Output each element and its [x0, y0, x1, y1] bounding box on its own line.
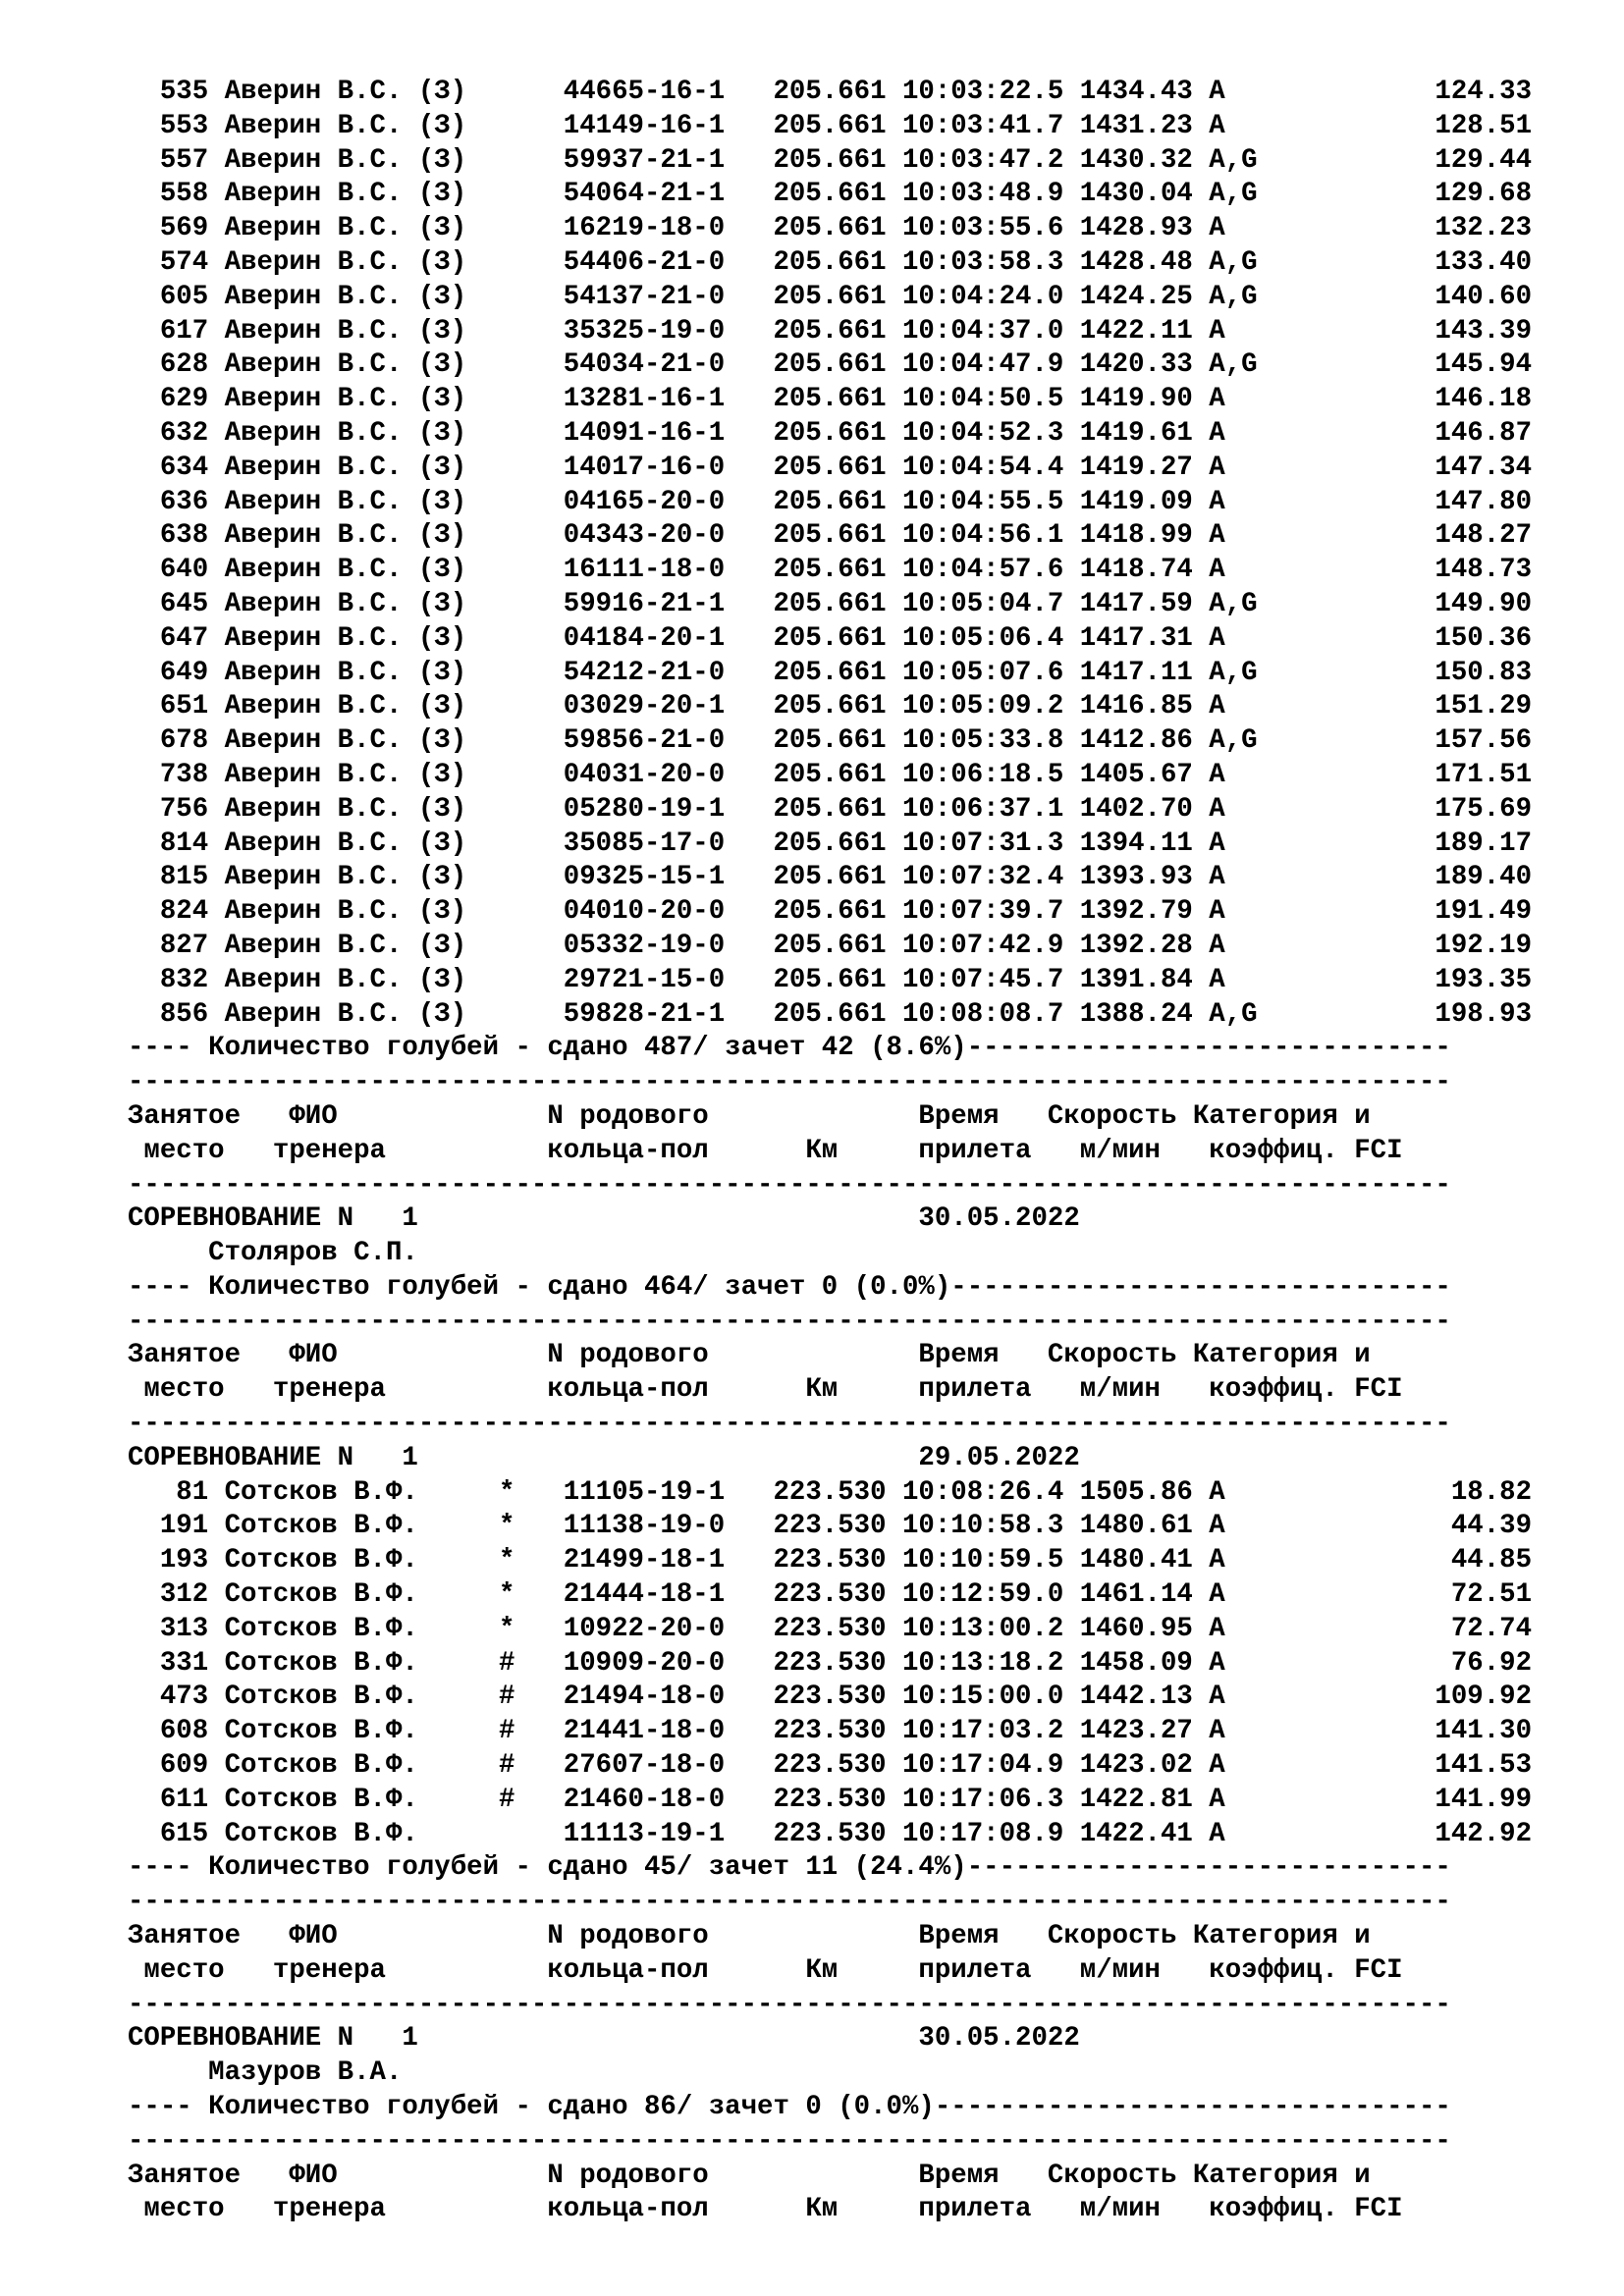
report-line: 856 Аверин В.С. (З) 59828-21-1 205.661 10:08:08.7 1388.24 A,G 198.93	[128, 998, 1533, 1030]
report-line: ----------------------------------------------------------------------------------	[128, 1989, 1451, 2020]
report-line: ---- Количество голубей - сдано 487/ зачет 42 (8.6%)------------------------------	[128, 1033, 1451, 1064]
report-line: 629 Аверин В.С. (З) 13281-16-1 205.661 10:04:50.5 1419.90 A 146.18	[128, 384, 1533, 415]
report-line: 814 Аверин В.С. (З) 35085-17-0 205.661 10:07:31.3 1394.11 A 189.17	[128, 828, 1533, 859]
report-line: 553 Аверин В.С. (З) 14149-16-1 205.661 10:03:41.7 1431.23 A 128.51	[128, 110, 1533, 141]
report-line: 827 Аверин В.С. (З) 05332-19-0 205.661 10:07:42.9 1392.28 A 192.19	[128, 930, 1533, 961]
report-line: 191 Сотсков В.Ф. * 11138-19-0 223.530 10:10:58.3 1480.61 A 44.39	[128, 1511, 1533, 1542]
report-line: 574 Аверин В.С. (З) 54406-21-0 205.661 10:03:58.3 1428.48 A,G 133.40	[128, 246, 1533, 278]
report-line: 815 Аверин В.С. (З) 09325-15-1 205.661 10:07:32.4 1393.93 A 189.40	[128, 862, 1533, 893]
report-line: 331 Сотсков В.Ф. # 10909-20-0 223.530 10:13:18.2 1458.09 A 76.92	[128, 1647, 1533, 1679]
report-line: 313 Сотсков В.Ф. * 10922-20-0 223.530 10:13:00.2 1460.95 A 72.74	[128, 1613, 1533, 1644]
report-line: Занятое ФИО N родового Время Скорость Категория и	[128, 2160, 1371, 2191]
report-line: 615 Сотсков В.Ф. 11113-19-1 223.530 10:17:08.9 1422.41 A 142.92	[128, 1818, 1533, 1849]
report-line: 636 Аверин В.С. (З) 04165-20-0 205.661 10:04:55.5 1419.09 A 147.80	[128, 486, 1533, 517]
report-line: 647 Аверин В.С. (З) 04184-20-1 205.661 10:05:06.4 1417.31 A 150.36	[128, 622, 1533, 654]
report-line: 558 Аверин В.С. (З) 54064-21-1 205.661 10:03:48.9 1430.04 A,G 129.68	[128, 179, 1533, 210]
report-line: ----------------------------------------------------------------------------------	[128, 1409, 1451, 1440]
report-line: 605 Аверин В.С. (З) 54137-21-0 205.661 10:04:24.0 1424.25 A,G 140.60	[128, 281, 1533, 312]
report-line: 632 Аверин В.С. (З) 14091-16-1 205.661 10:04:52.3 1419.61 A 146.87	[128, 417, 1533, 449]
report-line: СОРЕВНОВАНИЕ N 1 30.05.2022	[128, 1203, 1080, 1235]
report-line: Занятое ФИО N родового Время Скорость Категория и	[128, 1921, 1371, 1952]
report-line: ---- Количество голубей - сдано 86/ зачет 0 (0.0%)--------------------------------	[128, 2092, 1451, 2123]
report-line: место тренера кольца-пол Км прилета м/мин коэффиц. FCI	[128, 1954, 1403, 1986]
report-line: 535 Аверин В.С. (З) 44665-16-1 205.661 10:03:22.5 1434.43 A 124.33	[128, 77, 1533, 107]
report-line: Мазуров В.А.	[128, 2057, 403, 2089]
report-line: 824 Аверин В.С. (З) 04010-20-0 205.661 10:07:39.7 1392.79 A 191.49	[128, 896, 1533, 928]
report-line: Занятое ФИО N родового Время Скорость Категория и	[128, 1340, 1371, 1371]
report-line: 312 Сотсков В.Ф. * 21444-18-1 223.530 10:12:59.0 1461.14 A 72.51	[128, 1579, 1533, 1611]
report-line: 609 Сотсков В.Ф. # 27607-18-0 223.530 10:17:04.9 1423.02 A 141.53	[128, 1750, 1533, 1782]
report-line: ----------------------------------------------------------------------------------	[128, 1306, 1451, 1337]
report-line: 638 Аверин В.С. (З) 04343-20-0 205.661 10:04:56.1 1418.99 A 148.27	[128, 520, 1533, 552]
report-line: 649 Аверин В.С. (З) 54212-21-0 205.661 10:05:07.6 1417.11 A,G 150.83	[128, 657, 1533, 688]
report-line: СОРЕВНОВАНИЕ N 1 30.05.2022	[128, 2023, 1080, 2055]
report-line: ---- Количество голубей - сдано 45/ зачет 11 (24.4%)------------------------------	[128, 1852, 1451, 1884]
report-line: 645 Аверин В.С. (З) 59916-21-1 205.661 10:05:04.7 1417.59 A,G 149.90	[128, 588, 1533, 619]
report-line: 738 Аверин В.С. (З) 04031-20-0 205.661 10:06:18.5 1405.67 A 171.51	[128, 759, 1533, 790]
report-line: 832 Аверин В.С. (З) 29721-15-0 205.661 10:07:45.7 1391.84 A 193.35	[128, 964, 1533, 995]
report-line: 557 Аверин В.С. (З) 59937-21-1 205.661 10:03:47.2 1430.32 A,G 129.44	[128, 144, 1533, 176]
report-line: 640 Аверин В.С. (З) 16111-18-0 205.661 10:04:57.6 1418.74 A 148.73	[128, 555, 1533, 586]
report-line: ---- Количество голубей - сдано 464/ зачет 0 (0.0%)-------------------------------	[128, 1271, 1451, 1303]
report-line: ----------------------------------------------------------------------------------	[128, 1067, 1451, 1098]
report-line: Столяров С.П.	[128, 1238, 418, 1269]
report-line: 193 Сотсков В.Ф. * 21499-18-1 223.530 10:10:59.5 1480.41 A 44.85	[128, 1545, 1533, 1576]
report-line: 608 Сотсков В.Ф. # 21441-18-0 223.530 10:17:03.2 1423.27 A 141.30	[128, 1716, 1533, 1747]
report-line: 611 Сотсков В.Ф. # 21460-18-0 223.530 10:17:06.3 1422.81 A 141.99	[128, 1784, 1533, 1815]
report-page	[128, 76, 1600, 2227]
report-line: ----------------------------------------------------------------------------------	[128, 1887, 1451, 1918]
report-line: 81 Сотсков В.Ф. * 11105-19-1 223.530 10:08:26.4 1505.86 A 18.82	[128, 1476, 1533, 1508]
report-line: 634 Аверин В.С. (З) 14017-16-0 205.661 10:04:54.4 1419.27 A 147.34	[128, 452, 1533, 483]
report-line: ----------------------------------------------------------------------------------	[128, 2125, 1451, 2157]
report-line: ----------------------------------------------------------------------------------	[128, 1169, 1451, 1201]
report-line: место тренера кольца-пол Км прилета м/мин коэффиц. FCI	[128, 2194, 1403, 2225]
report-line: Занятое ФИО N родового Время Скорость Категория и	[128, 1100, 1371, 1132]
report-line: 628 Аверин В.С. (З) 54034-21-0 205.661 10:04:47.9 1420.33 A,G 145.94	[128, 349, 1533, 381]
report-line: 651 Аверин В.С. (З) 03029-20-1 205.661 10:05:09.2 1416.85 A 151.29	[128, 691, 1533, 722]
report-line: 617 Аверин В.С. (З) 35325-19-0 205.661 10:04:37.0 1422.11 A 143.39	[128, 315, 1533, 347]
report-line: 569 Аверин В.С. (З) 16219-18-0 205.661 10:03:55.6 1428.93 A 132.23	[128, 213, 1533, 244]
report-line: 678 Аверин В.С. (З) 59856-21-0 205.661 10:05:33.8 1412.86 A,G 157.56	[128, 725, 1533, 757]
report-line: СОРЕВНОВАНИЕ N 1 29.05.2022	[128, 1442, 1080, 1473]
report-line: место тренера кольца-пол Км прилета м/мин коэффиц. FCI	[128, 1135, 1403, 1166]
report-line: 756 Аверин В.С. (З) 05280-19-1 205.661 10:06:37.1 1402.70 A 175.69	[128, 793, 1533, 825]
report-line: место тренера кольца-пол Км прилета м/мин коэффиц. FCI	[128, 1374, 1403, 1406]
report-line: 473 Сотсков В.Ф. # 21494-18-0 223.530 10:15:00.0 1442.13 A 109.92	[128, 1682, 1533, 1713]
